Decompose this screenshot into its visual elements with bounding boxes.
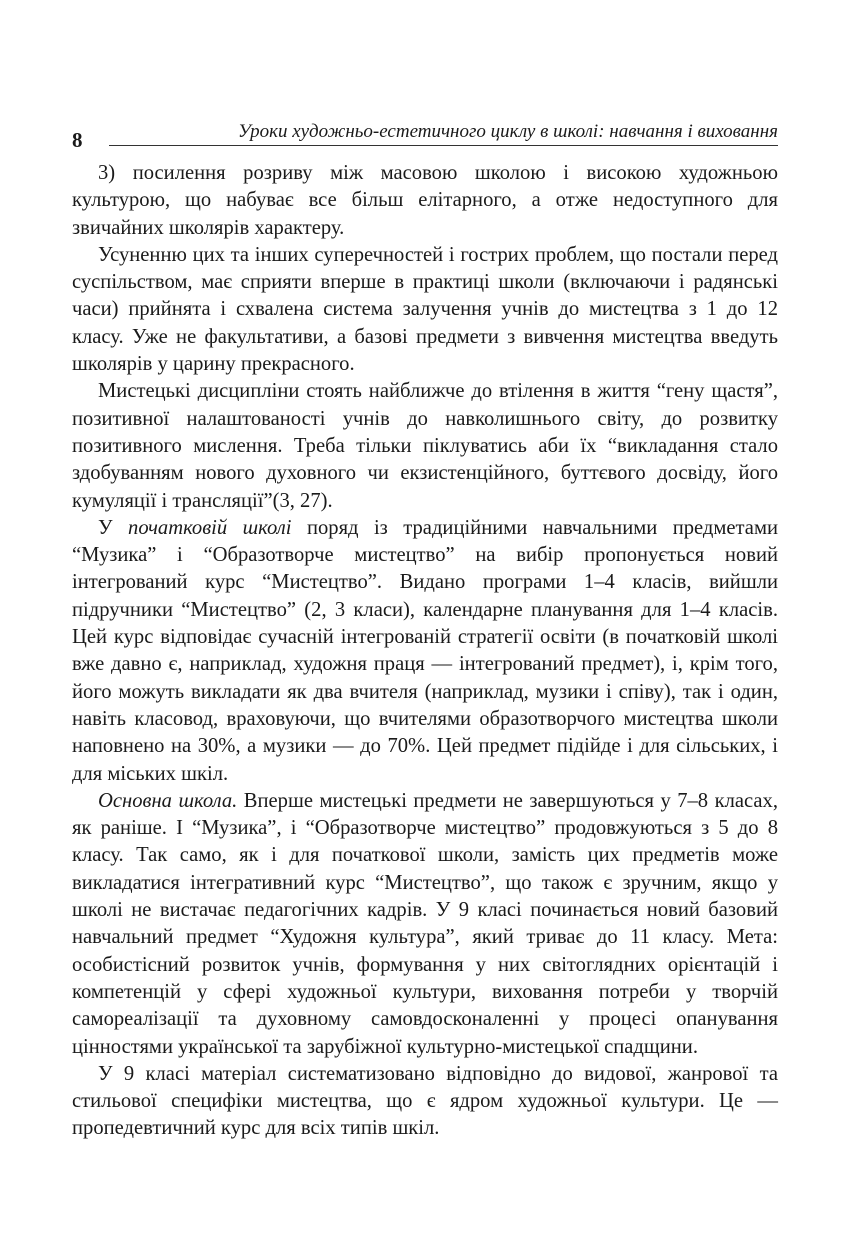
paragraph [72, 160, 778, 242]
italic-term: початковій школі [128, 516, 292, 539]
paragraph [72, 1061, 778, 1143]
page-header [72, 121, 778, 152]
header-rule [109, 145, 778, 146]
paragraph-text: 3) посилення розриву між масовою школою і високою художньою культурою, що набуває все більш елітарного, а отже недоступного для звичайних школярів характеру. [72, 162, 778, 239]
paragraph [72, 515, 778, 788]
paragraph-text: Усуненню цих та інших суперечностей і гострих проблем, що постали перед суспільством, має сприяти вперше в практиці школи (включаючи і радянські часи) прийнята і схвалена система залучення учнів до мистецтва з 1 до 12 класу. Уже не факультативи, а базові предмети з вивчення мистецтва введуть школярів у царину прекрасного. [72, 243, 778, 376]
paragraph [72, 788, 778, 1061]
paragraph [72, 242, 778, 378]
italic-term: Основна школа. [98, 789, 238, 812]
paragraph-text: поряд із традиційними навчальними предметами “Музика” і “Образотворче мистецтво” на вибір пропонується новий інтегрований курс “Мистецтво”. Видано програми 1–4 класів, вийшли підручники “Мистецтво” (2, 3 класи), календарне планування для 1–4 класів. Цей курс відповідає сучасній інтегрованій стратегії освіти (в початковій школі вже давно є, наприклад, художня праця — інтегрований предмет), і, крім того, його можуть викладати як два вчителя (наприклад, музики і співу), так і один, навіть класовод, враховуючи, що вчителями образотворчого мистецтва школи наповнено на 30%, а музики — до 70%. Цей предмет підійде і для сільських, і для міських шкіл. [72, 516, 778, 785]
paragraph-text: Вперше мистецькі предмети не завершуються у 7–8 класах, як раніше. І “Музика”, і “Образотворче мистецтво” продовжуються з 5 до 8 класу. Так само, як і для початкової школи, замість цих предметів може викладатися інтегративний курс “Мистецтво”, що також є зручним, якщо у школі не вистачає педагогічних кадрів. У 9 класі починається новий базовий навчальний предмет “Художня культура”, який триває до 11 класу. Мета: особистісний розвиток учнів, формування у них світоглядних орієнтацій і компетенцій у сфері художньої культури, виховання потреби у творчій самореалізації та духовному самовдосконаленні у процесі опанування цінностями української та зарубіжної культурно-мистецької спадщини. [72, 789, 778, 1058]
paragraph-text: Мистецькі дисципліни стоять найближче до втілення в життя “гену щастя”, позитивної налаштованості учнів до навколишнього світу, до розвитку позитивного мислення. Треба тільки піклуватись аби їх “викладання стало здобуванням нового духовного чи екзистенційного, буттєвого досвіду, його кумуляції і трансляції”(3, 27). [72, 380, 778, 512]
body-text [72, 160, 778, 1143]
paragraph-text: У 9 класі матеріал систематизовано відповідно до видової, жанрової та стильової специфіки мистецтва, що є ядром художньої культури. Це — пропедевтичний курс для всіх типів шкіл. [72, 1062, 778, 1140]
page-number: 8 [72, 128, 83, 152]
running-title: Уроки художньо-естетичного циклу в школі: навчання і виховання [238, 121, 778, 142]
paragraph [72, 378, 778, 514]
paragraph-lead: У [98, 516, 129, 539]
